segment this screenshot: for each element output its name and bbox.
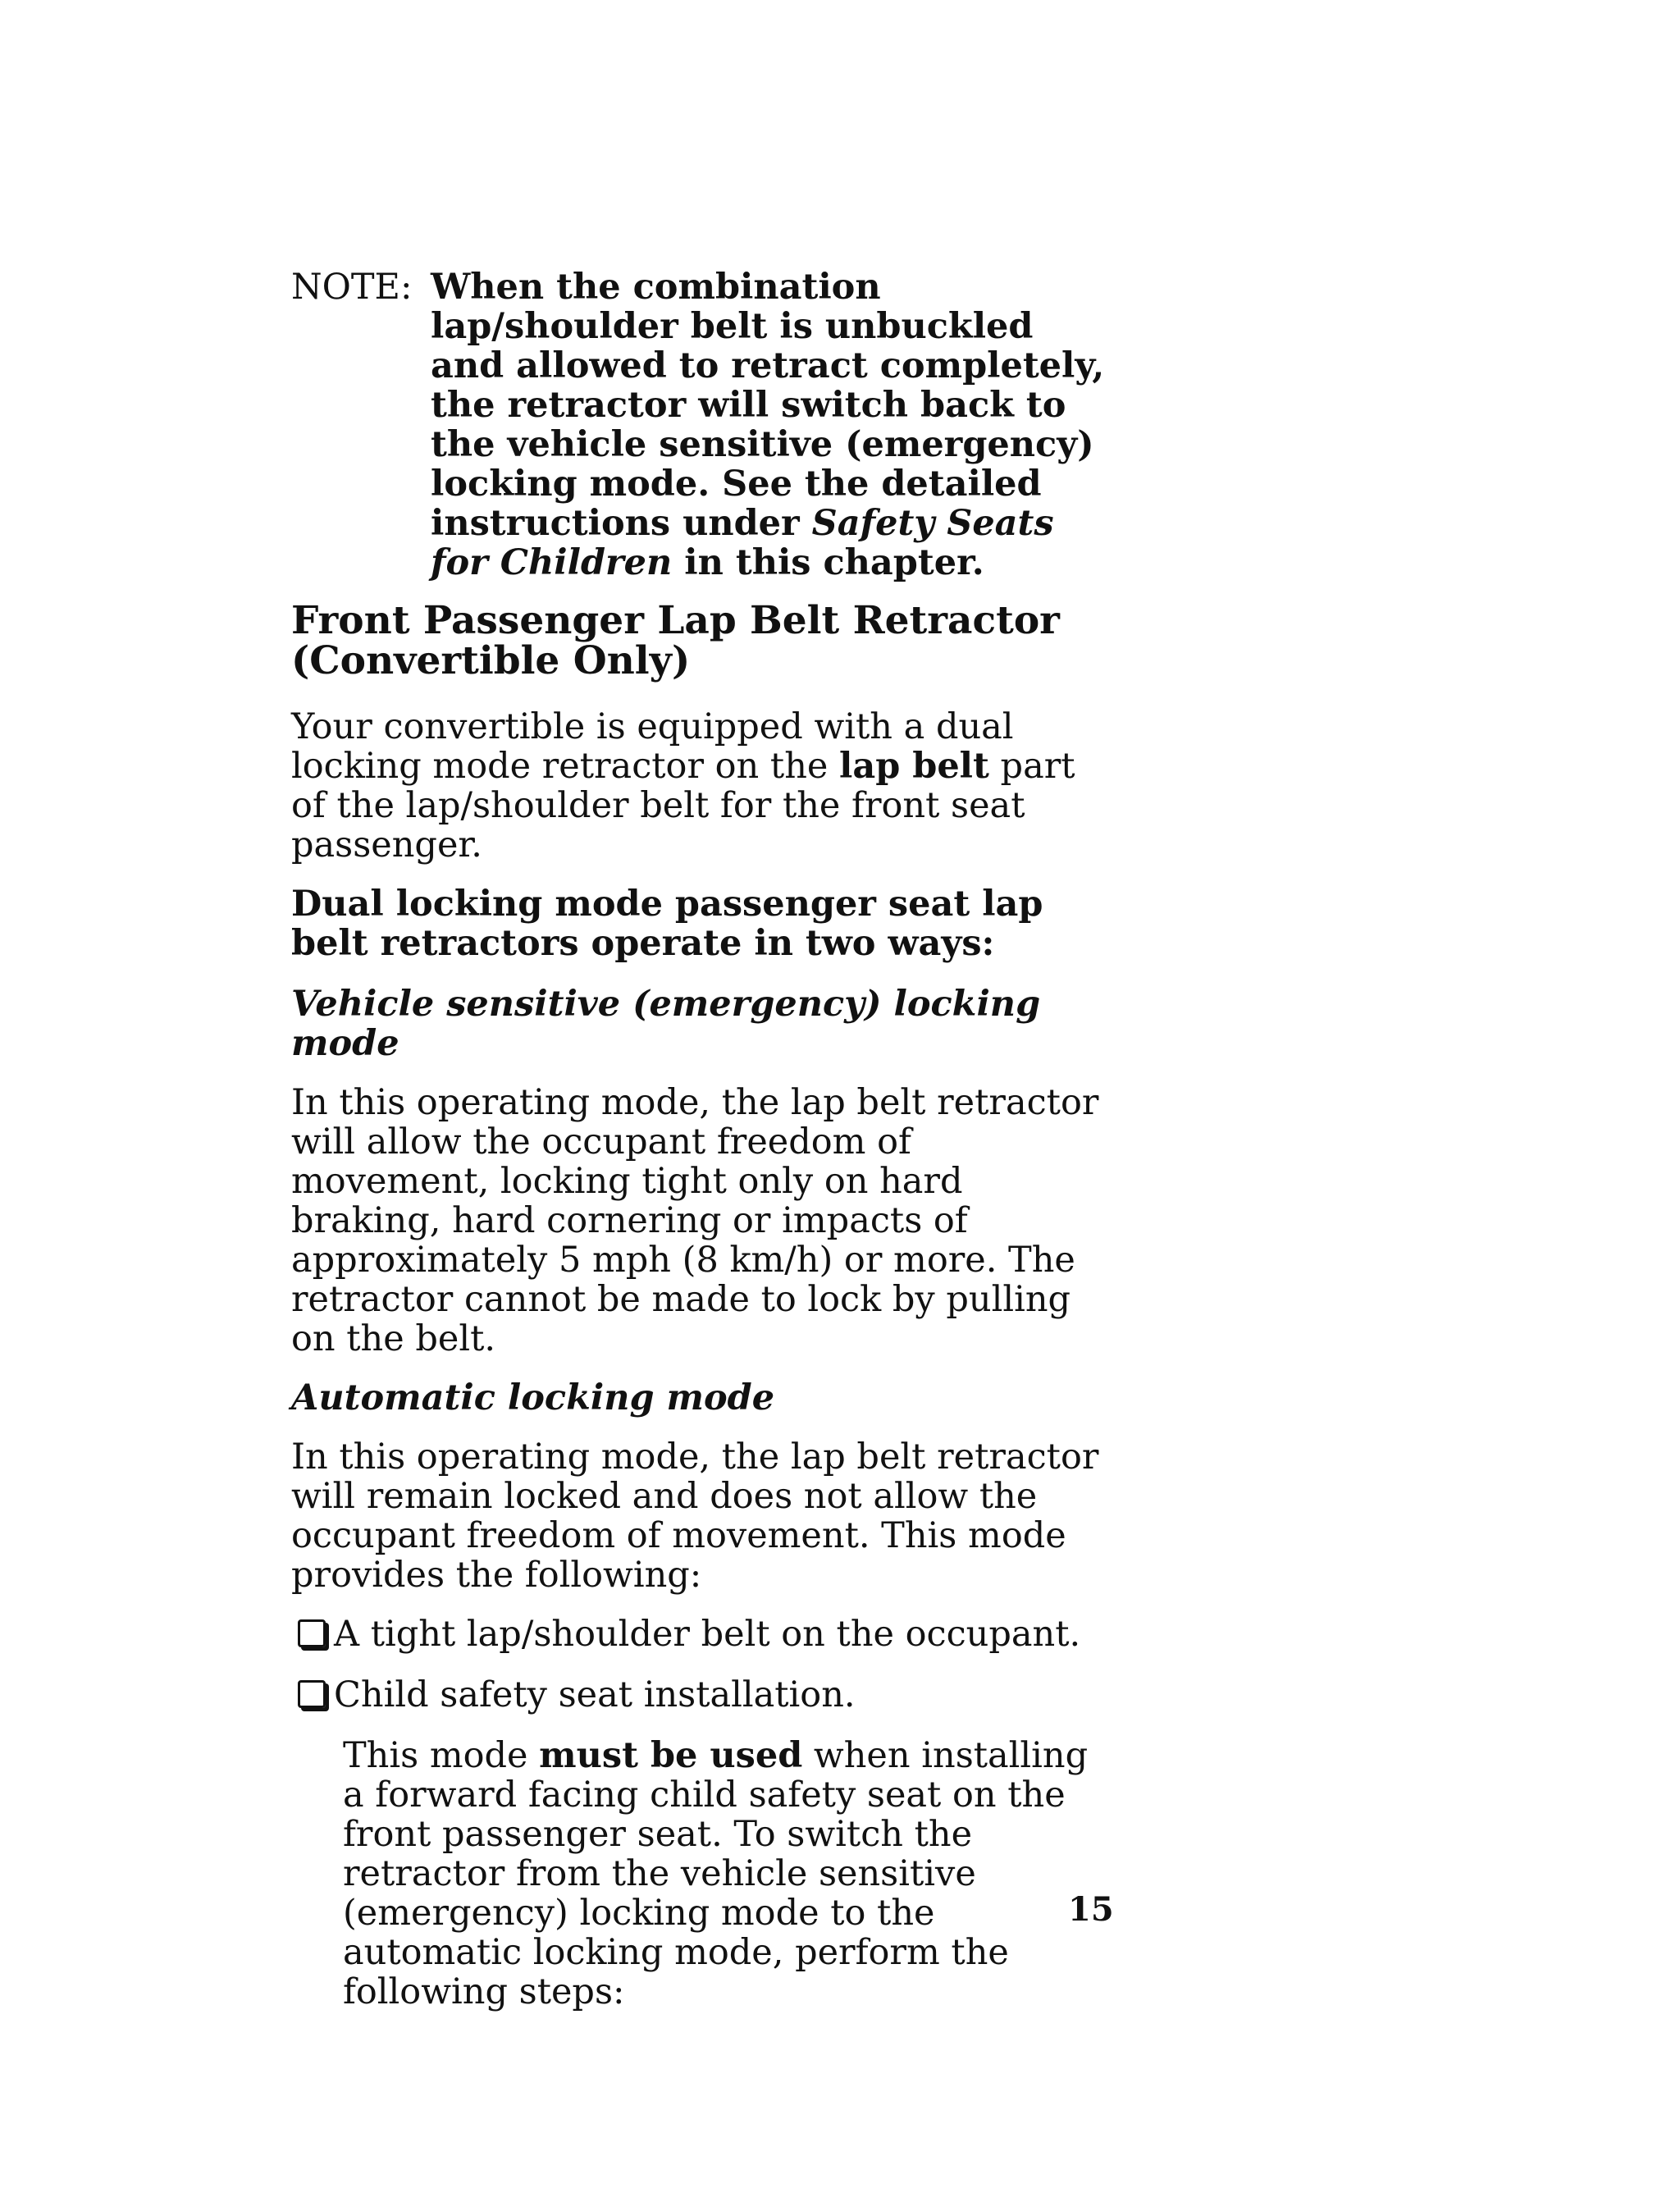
final-paragraph	[343, 1736, 1112, 2012]
intro-part1: Your convertible is equipped with a dual locking mode retractor on the	[291, 706, 1014, 787]
final-part2: when installing a forward facing child safety seat on the front passenger seat. To switch the retractor from the vehicle sensitive (emergency) locking mode to the automatic locking mode, perform the following steps:	[343, 1735, 1089, 2012]
note-text-part2: in this chapter.	[672, 542, 984, 583]
final-part1: This mode	[343, 1735, 540, 1776]
intro-part2: part of the lap/shoulder belt for the front seat passenger.	[291, 746, 1075, 866]
section-heading: Front Passenger Lap Belt Retractor (Convertible Only)	[291, 598, 1060, 683]
checkbox-bullet-icon	[298, 1619, 326, 1647]
page-number: 15	[1068, 1890, 1114, 1929]
mode2-text: In this operating mode, the lap belt retractor will remain locked and does not allow the occupant freedom of movement. This mode provides the following:	[291, 1436, 1099, 1596]
mode1-text: In this operating mode, the lap belt retractor will allow the occupant freedom of movement, locking tight only on hard braking, hard cornering or impacts of approximately 5 mph (8 km/h) or more. The retractor cannot be made to lock by pulling on the belt.	[291, 1082, 1099, 1359]
dual-modes-line: Dual locking mode passenger seat lap belt retractors operate in two ways:	[291, 884, 1043, 964]
note-text-part1: When the combination lap/shoulder belt is unbuckled and allowed to retract completely, the retractor will switch back to the vehicle sensitive (emergency) locking mode. See the detailed instructions under	[431, 267, 1105, 544]
bullet-text: Child safety seat installation.	[334, 1674, 856, 1715]
intro-bold: lap belt	[839, 746, 989, 787]
mode2-title: Automatic locking mode	[291, 1377, 775, 1418]
bullet-text: A tight lap/shoulder belt on the occupant.	[334, 1614, 1081, 1655]
mode1-title: Vehicle sensitive (emergency) locking mode	[291, 984, 1041, 1064]
note-block	[291, 267, 1112, 582]
note-text	[431, 267, 1112, 582]
list-item	[291, 1675, 1112, 1715]
intro-paragraph	[291, 707, 1112, 865]
note-label: NOTE:	[291, 267, 413, 308]
checkbox-bullet-icon	[298, 1680, 326, 1708]
note-reference: Safety Seats for Children	[431, 503, 1054, 583]
manual-page	[291, 267, 1112, 2031]
final-bold: must be used	[539, 1735, 803, 1776]
list-item	[291, 1615, 1112, 1654]
